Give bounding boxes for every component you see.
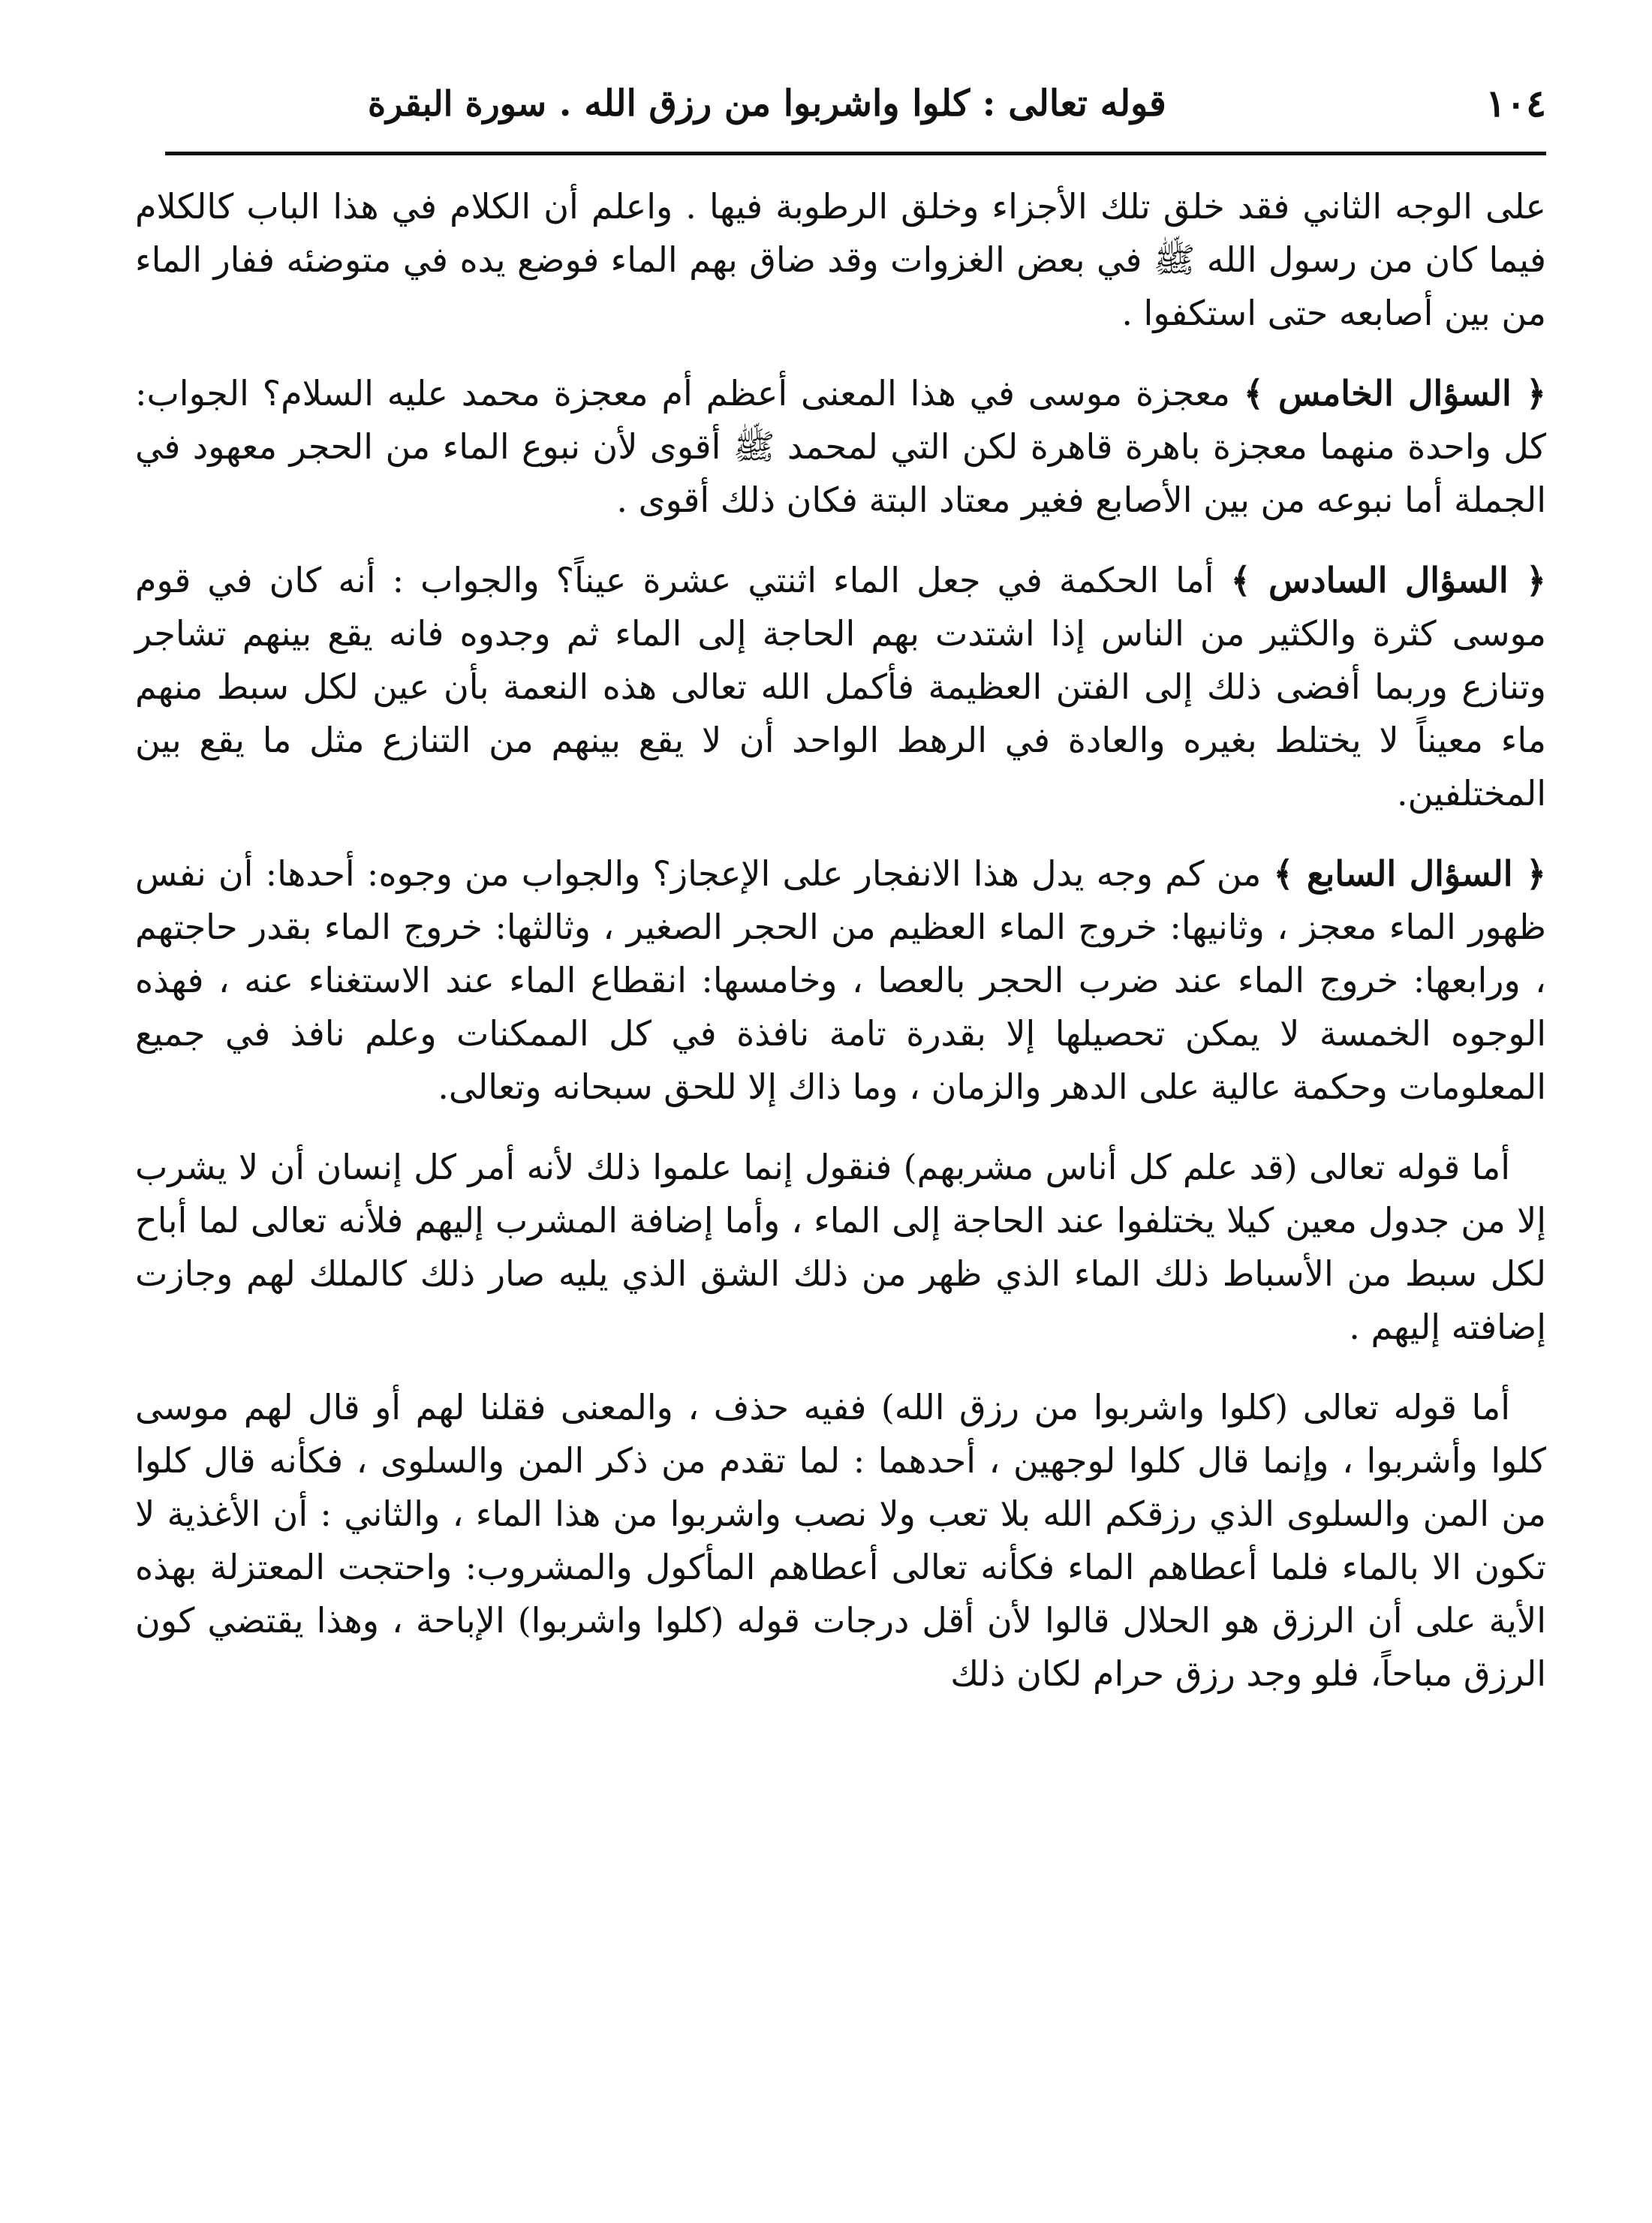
paragraph-text: من كم وجه يدل هذا الانفجار على الإعجاز؟ والجواب من وجوه: أحدها: أن نفس ظهور الماء معجز ، وثانيها: خروج الماء العظيم من الحجر الصغير ، وثالثها: خروج الماء بقدر حاجتهم ، ورابعها: خروج الماء عند ضرب الحجر بالعصا ، وخامسها: انقطاع الماء عند الاستغناء عنه ، فهذه الوجوه الخمسة لا يمكن تحصيلها إلا بقدرة تامة نافذة في كل الممكنات وعلم نافذ في جميع المعلومات وحكمة عالية على الدهر والزمان ، وما ذاك إلا للحق سبحانه وتعالى. — [135, 853, 1546, 1107]
paragraph — [135, 180, 1546, 340]
running-title-text: قوله تعالى : كلوا واشربوا من رزق الله . — [558, 83, 1166, 125]
question-heading: ﴿ السؤال الخامس ﴾ — [1243, 373, 1546, 414]
question-heading: ﴿ السؤال السابع ﴾ — [1273, 853, 1546, 894]
page-body — [135, 180, 1546, 1728]
paragraph — [135, 1141, 1546, 1354]
surah-name: سورة البقرة — [368, 83, 547, 124]
paragraph — [135, 1381, 1546, 1701]
paragraph-text: أما الحكمة في جعل الماء اثنتي عشرة عيناً؟ والجواب : أنه كان في قوم موسى كثرة والكثير من الناس إذا اشتدت بهم الحاجة إلى الماء ثم وجدوه فانه يقع بينهم تشاجر وتنازع وربما أفضى ذلك إلى الفتن العظيمة فأكمل الله تعالى هذه النعمة بأن عين لكل سبط منهم ماء معيناً لا يختلط بغيره والعادة في الرهط الواحد أن لا يقع بينهم من التنازع مثل ما يقع بين المختلفين. — [135, 560, 1546, 814]
paragraph-text: أما قوله تعالى (كلوا واشربوا من رزق الله) ففيه حذف ، والمعنى فقلنا لهم أو قال لهم موسى كلوا وأشربوا ، وإنما قال كلوا لوجهين ، أحدهما : لما تقدم من ذكر المن والسلوى ، فكأنه قال كلوا من المن والسلوى الذي رزقكم الله بلا تعب ولا نصب واشربوا من هذا الماء ، والثاني : أن الأغذية لا تكون الا بالماء فلما أعطاهم الماء فكأنه تعالى أعطاهم المأكول والمشروب: واحتجت المعتزلة بهذه الأية على أن الرزق هو الحلال قالوا لأن أقل درجات قوله (كلوا واشربوا) الإباحة ، وهذا يقتضي كون الرزق مباحاً، فلو وجد رزق حرام لكان ذلك — [135, 1387, 1546, 1694]
page-number: ١٠٤ — [1485, 81, 1546, 125]
running-title — [345, 83, 1166, 125]
paragraph-text: معجزة موسى في هذا المعنى أعظم أم معجزة محمد عليه السلام؟ الجواب: كل واحدة منهما معجزة باهرة قاهرة لكن التي لمحمد ﷺ أقوى لأن نبوع الماء من الحجر معهود في الجملة أما نبوعه من بين الأصابع فغير معتاد البتة فكان ذلك أقوى . — [135, 373, 1546, 520]
header-divider — [165, 152, 1546, 155]
paragraph — [135, 367, 1546, 527]
paragraph — [135, 554, 1546, 820]
paragraph-text: أما قوله تعالى (قد علم كل أناس مشربهم) فنقول إنما علموا ذلك لأنه أمر كل إنسان أن لا يشرب إلا من جدول معين كيلا يختلفوا عند الحاجة إلى الماء ، وأما إضافة المشرب إليهم فلأنه تعالى لما أباح لكل سبط من الأسباط ذلك الماء الذي ظهر من ذلك الشق الذي يليه صار ذلك كالملك لهم وجازت إضافته إليهم . — [135, 1147, 1546, 1347]
book-page — [135, 68, 1546, 2169]
page-header — [135, 68, 1546, 150]
question-heading: ﴿ السؤال السادس ﴾ — [1230, 560, 1547, 600]
paragraph — [135, 847, 1546, 1114]
paragraph-text: على الوجه الثاني فقد خلق تلك الأجزاء وخلق الرطوبة فيها . واعلم أن الكلام في هذا الباب كالكلام فيما كان من رسول الله ﷺ في بعض الغزوات وقد ضاق بهم الماء فوضع يده في متوضئه ففار الماء من بين أصابعه حتى استكفوا . — [135, 186, 1546, 333]
